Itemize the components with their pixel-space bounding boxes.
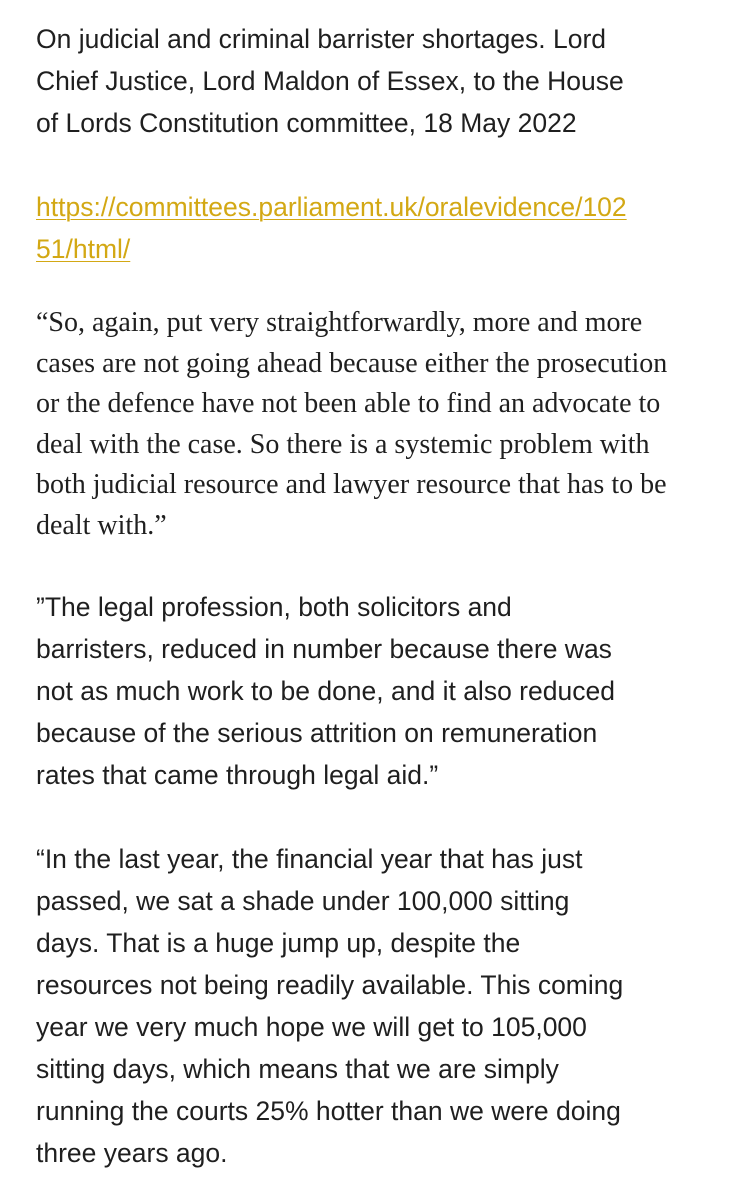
quote-line: resources not being readily available. This coming [36, 970, 624, 1000]
quote-line: deal with the case. So there is a systemic problem with [36, 428, 650, 460]
quote-line: days. That is a huge jump up, despite the [36, 928, 521, 958]
quote-line: sitting days, which means that we are simply [36, 1054, 559, 1084]
heading-line: On judicial and criminal barrister shortages. Lord [36, 24, 607, 54]
quote-line: both judicial resource and lawyer resource that has to be [36, 469, 667, 500]
quote-line: rates that came through legal aid.” [36, 760, 439, 790]
quote-line: ”The legal profession, both solicitors and [36, 592, 512, 622]
quote-line: passed, we sat a shade under 100,000 sitting [36, 886, 570, 916]
quote-paragraph-3 [36, 838, 720, 1174]
link-line: 51/html/ [36, 234, 131, 264]
quote-line: “So, again, put very straightforwardly, more and more [36, 307, 643, 338]
quote-line: three years ago. [36, 1138, 228, 1168]
heading-line: Chief Justice, Lord Maldon of Essex, to the House [36, 66, 624, 96]
heading-paragraph [36, 18, 720, 144]
link-line: https://committees.parliament.uk/oralevidence/102 [36, 192, 627, 222]
quote-line: not as much work to be done, and it also reduced [36, 676, 615, 706]
quote-line: or the defence have not been able to find an advocate to [36, 388, 661, 419]
quote-line: barristers, reduced in number because there was [36, 634, 612, 664]
quote-line: “In the last year, the financial year that has just [36, 844, 583, 874]
heading-line: of Lords Constitution committee, 18 May 2022 [36, 108, 577, 138]
quote-paragraph-1 [36, 303, 720, 546]
quote-line: year we very much hope we will get to 105,000 [36, 1012, 587, 1042]
quote-line: cases are not going ahead because either the prosecution [36, 347, 668, 379]
quote-line: running the courts 25% hotter than we were doing [36, 1096, 621, 1126]
quote-line: because of the serious attrition on remuneration [36, 718, 598, 748]
quote-paragraph-2 [36, 586, 720, 796]
note-body [36, 18, 720, 1174]
source-link[interactable] [36, 186, 720, 270]
quote-line: dealt with.” [36, 509, 167, 541]
